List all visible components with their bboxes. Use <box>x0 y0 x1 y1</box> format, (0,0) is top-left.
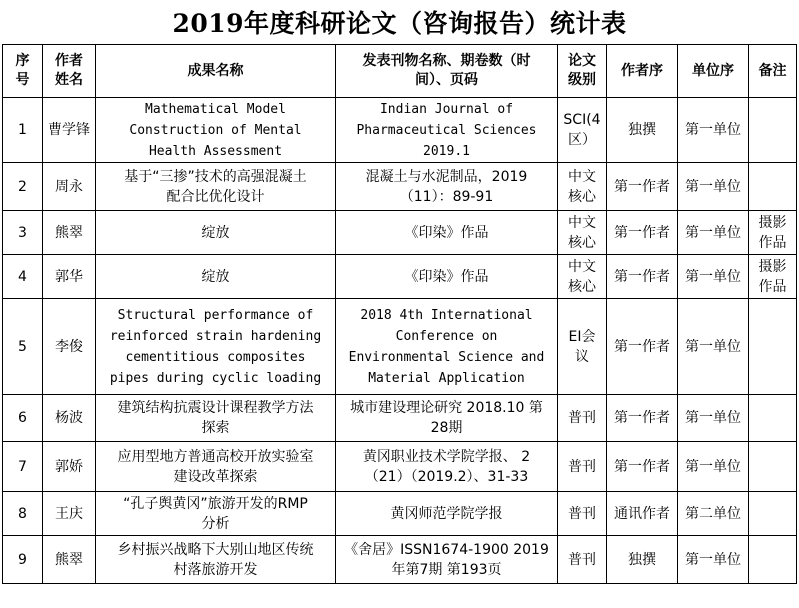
cell-level: 中文 核心 <box>558 211 607 255</box>
cell-unit: 第一单位 <box>678 395 749 442</box>
page-title: 2019年度科研论文（咨询报告）统计表 <box>172 9 627 38</box>
cell-unit: 第一单位 <box>678 442 749 492</box>
cell-unit: 第二单位 <box>678 492 749 536</box>
cell-level: 普刊 <box>558 536 607 584</box>
cell-num: 1 <box>3 98 43 163</box>
cell-journal: 城市建设理论研究 2018.10 第 28期 <box>336 395 558 442</box>
cell-author: 王庆 <box>43 492 96 536</box>
cell-order: 第一作者 <box>607 163 678 211</box>
cell-unit: 第一单位 <box>678 255 749 299</box>
cell-level: 普刊 <box>558 442 607 492</box>
cell-order: 通讯作者 <box>607 492 678 536</box>
cell-author: 李俊 <box>43 299 96 395</box>
cell-journal: 《舍居》ISSN1674-1900 2019 年第7期 第193页 <box>336 536 558 584</box>
table-row <box>3 255 797 299</box>
cell-journal: 2018 4th International Conference on Environmental Science and Material Application <box>336 299 558 395</box>
header-num: 序 号 <box>3 45 43 98</box>
cell-level: SCI(4 区） <box>558 98 607 163</box>
table-row <box>3 163 797 211</box>
cell-level: 中文 核心 <box>558 163 607 211</box>
cell-remark <box>749 163 797 211</box>
header-journal: 发表刊物名称、期卷数（时 间）、页码 <box>336 45 558 98</box>
cell-unit: 第一单位 <box>678 98 749 163</box>
cell-level: 普刊 <box>558 492 607 536</box>
cell-result: 绽放 <box>96 255 336 299</box>
cell-author: 熊翠 <box>43 211 96 255</box>
table-row <box>3 442 797 492</box>
cell-order: 第一作者 <box>607 442 678 492</box>
cell-journal: 《印染》作品 <box>336 255 558 299</box>
cell-order: 第一作者 <box>607 255 678 299</box>
cell-result: 绽放 <box>96 211 336 255</box>
header-level: 论文 级别 <box>558 45 607 98</box>
cell-level: 中文 核心 <box>558 255 607 299</box>
cell-unit: 第一单位 <box>678 163 749 211</box>
cell-result: 基于“三掺”技术的高强混凝土 配合比优化设计 <box>96 163 336 211</box>
cell-result: Mathematical Model Construction of Mental Health Assessment <box>96 98 336 163</box>
cell-author: 熊翠 <box>43 536 96 584</box>
cell-result: 乡村振兴战略下大别山地区传统 村落旅游开发 <box>96 536 336 584</box>
cell-remark <box>749 442 797 492</box>
cell-remark <box>749 536 797 584</box>
cell-remark <box>749 299 797 395</box>
cell-num: 3 <box>3 211 43 255</box>
statistics-table <box>2 44 797 584</box>
header-unit: 单位序 <box>678 45 749 98</box>
cell-order: 独撰 <box>607 536 678 584</box>
cell-num: 2 <box>3 163 43 211</box>
cell-remark: 摄影 作品 <box>749 211 797 255</box>
cell-result: Structural performance of reinforced strain hardening cementitious composites pipes during cyclic loading <box>96 299 336 395</box>
header-order: 作者序 <box>607 45 678 98</box>
cell-num: 4 <box>3 255 43 299</box>
cell-author: 郭娇 <box>43 442 96 492</box>
table-row <box>3 98 797 163</box>
cell-level: EI会 议 <box>558 299 607 395</box>
cell-num: 6 <box>3 395 43 442</box>
header-author: 作者 姓名 <box>43 45 96 98</box>
cell-order: 第一作者 <box>607 299 678 395</box>
cell-order: 独撰 <box>607 98 678 163</box>
cell-journal: 混凝土与水泥制品，2019 （11）：89-91 <box>336 163 558 211</box>
cell-journal: Indian Journal of Pharmaceutical Sciences 2019.1 <box>336 98 558 163</box>
cell-num: 7 <box>3 442 43 492</box>
cell-unit: 第一单位 <box>678 536 749 584</box>
table-row <box>3 211 797 255</box>
cell-author: 周永 <box>43 163 96 211</box>
cell-num: 5 <box>3 299 43 395</box>
cell-unit: 第一单位 <box>678 211 749 255</box>
table-row <box>3 299 797 395</box>
cell-journal: 黄冈职业技术学院学报、 2 （21）（2019.2）、31-33 <box>336 442 558 492</box>
cell-journal: 《印染》作品 <box>336 211 558 255</box>
cell-num: 9 <box>3 536 43 584</box>
table-row <box>3 395 797 442</box>
cell-result: “孔子舆黄冈”旅游开发的RMP 分析 <box>96 492 336 536</box>
cell-order: 第一作者 <box>607 211 678 255</box>
cell-remark <box>749 395 797 442</box>
header-result: 成果名称 <box>96 45 336 98</box>
header-row <box>3 45 797 98</box>
cell-remark: 摄影 作品 <box>749 255 797 299</box>
cell-journal: 黄冈师范学院学报 <box>336 492 558 536</box>
cell-num: 8 <box>3 492 43 536</box>
cell-author: 曹学锋 <box>43 98 96 163</box>
cell-remark <box>749 492 797 536</box>
cell-result: 应用型地方普通高校开放实验室 建设改革探索 <box>96 442 336 492</box>
cell-result: 建筑结构抗震设计课程教学方法 探索 <box>96 395 336 442</box>
cell-remark <box>749 98 797 163</box>
table-row <box>3 536 797 584</box>
cell-author: 杨波 <box>43 395 96 442</box>
header-remark: 备注 <box>749 45 797 98</box>
cell-unit: 第一单位 <box>678 299 749 395</box>
cell-author: 郭华 <box>43 255 96 299</box>
cell-order: 第一作者 <box>607 395 678 442</box>
table-row <box>3 492 797 536</box>
cell-level: 普刊 <box>558 395 607 442</box>
